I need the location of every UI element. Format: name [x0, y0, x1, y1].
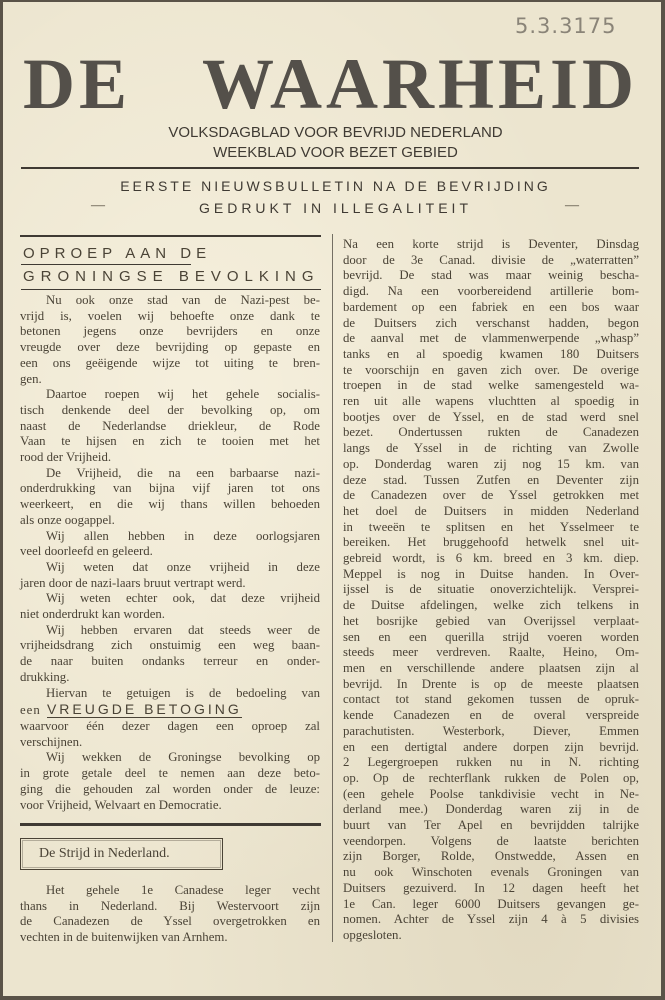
text-line: ren uit alle wapens vluchtten al spoedig in: [343, 394, 639, 409]
text-line: vrijheidsdrang zich onstuimig een weg baan-: [20, 638, 320, 653]
text-line: langs de Yssel in de richting van Zwolle: [343, 441, 639, 456]
text-line: naast de Nederlandse driekleur, de Rode: [20, 418, 320, 433]
text-line: steeds meer verdreven. Raalte, Heino, Om-: [343, 645, 639, 660]
text-line: Wij hebben ervaren dat steeds weer de: [46, 622, 320, 637]
text-line: vrijd is, voelen wij behoefte onze dank te: [20, 308, 320, 323]
text-line: Nu ook onze stad van de Nazi-pest be-: [46, 293, 320, 307]
text-line: thans in Nederland. Bij Westervoort zijn: [20, 898, 320, 913]
event-name: VREUGDE BETOGING: [46, 701, 242, 717]
masthead-title: DE WAARHEID: [23, 44, 638, 124]
text-line: te voorschijn en gaven zich over. De overige: [343, 362, 639, 377]
text-line: zijn Borger, Rolde, Onstwedde, Assen en: [343, 849, 639, 864]
text-line: 2 Legergroepen rukken nu in N. richting: [343, 755, 639, 770]
text-line: bezet. Ondertussen rukten de Canadezen: [343, 425, 639, 440]
text-line: ging die gehouden zal worden onder de leuze:: [20, 781, 320, 796]
divider: [20, 235, 321, 237]
text-line: weerkeert, en die wij thans willen behoeden: [20, 497, 320, 512]
text-line: op. Donderdag waren zij nog 15 km. van: [343, 456, 639, 471]
text-line: onderdrukking van bijna vijf jaren tot ons: [20, 481, 320, 496]
text-line: Duitsers gezuiverd. In 12 dagen heeft het: [343, 880, 639, 895]
text-line: digd. Na een voorbereidend artillerie bom-: [343, 284, 639, 299]
text-line: nu ook Winschoten evenals Groningen van: [343, 865, 639, 880]
text-line: tanks en al spoedig kwamen 180 Duitsers: [343, 346, 639, 361]
text-line: bevrijd. De stad was maar weinig bescha-: [343, 268, 639, 283]
text: een: [20, 703, 41, 717]
text-line: de aanval met de vlammenwerpende „whasp”: [343, 331, 639, 346]
text-line: door de 3e Canad. divisie de „waterratten”: [343, 252, 639, 267]
article-body: [20, 293, 320, 701]
text-line: gebreid wordt, is 6 km. breed en 3 km. diep.: [343, 551, 639, 566]
text-line: buurt van Ter Apel en bevrijdden talrijke: [343, 818, 639, 833]
text-line: derland mee.) Donderdag waren zij in de: [343, 802, 639, 817]
text-line: veendorpen. Volgens de laatste berichten: [343, 833, 639, 848]
text-line: men en verschillende andere plaatsen zijn al: [343, 660, 639, 675]
text-line: als onze oogappel.: [20, 512, 115, 527]
text-line: de Canadezen de Yssel overgetrokken en: [20, 914, 320, 929]
text-line: tisch denkende deel der bevolking op, om: [20, 402, 320, 417]
text-line: 1e Can. leger 6000 Duitsers gevangen ge-: [343, 896, 639, 911]
text-line: deze stad. Tussen Zutfen en Deventer zijn: [343, 472, 639, 487]
text-line: drukking.: [20, 669, 70, 684]
text-line: gen.: [20, 371, 42, 386]
text-line: Meppel is nog in Duitse handen. In Over-: [343, 566, 639, 581]
column-divider: [332, 234, 333, 942]
dash: —: [91, 198, 105, 213]
bulletin-line: EERSTE NIEUWSBULLETIN NA DE BEVRIJDING: [120, 178, 551, 194]
text-line: parachutisten. Westerbork, Diever, Emmen: [343, 723, 639, 738]
text-line: in tweeën te splitsen en het Ysselmeer te: [343, 519, 639, 534]
text-line: Daartoe roepen wij het gehele socialis-: [46, 387, 320, 402]
handwritten-archive-number: 5.3.3175: [515, 14, 617, 38]
text-line: kende Canadezen en de overal verspreide: [343, 708, 639, 723]
text-line: vreugde over deze bevrijding op gepaste en: [20, 340, 320, 355]
text-line: Wij wekken de Groningse bevolking op: [46, 750, 320, 765]
text-line: sen en een querilla strijd voeren worden: [343, 629, 639, 644]
text-line: bardement op een fabriek en een bos waar: [343, 299, 639, 314]
text-line: Het gehele 1e Canadese leger vecht: [46, 883, 320, 897]
text-line: in grote getale deel te nemen aan deze beto-: [20, 766, 320, 781]
text-line: rood der Vrijheid.: [20, 450, 112, 465]
masthead-subtitle: VOLKSDAGBLAD VOOR BEVRIJD NEDERLAND: [168, 124, 503, 141]
text-line: en een dertigtal andere dorpen zijn bevrijd.: [343, 739, 639, 754]
text-line: voor Vrijheid, Welvaart en Democratie.: [20, 797, 222, 812]
text-line: bootjes over de Yssel, en de stad werd snel: [343, 409, 639, 424]
text-line: opgesloten.: [343, 927, 402, 942]
text-line: Hiervan te getuigen is de bedoeling van: [46, 685, 320, 700]
text-line: waarvoor één dezer dagen een oproep zal: [20, 719, 320, 733]
text-line: Wij weten echter ook, dat deze vrijheid: [46, 591, 320, 606]
text-line: De Vrijheid, die na een barbaarse nazi-: [46, 465, 320, 480]
text-line: een ons geëigende wijze tot uiting te bren-: [20, 355, 320, 370]
text-line: Wij weten dat onze vrijheid in deze: [46, 559, 320, 574]
text-line: Vaan te hijsen en zich te tooien met het: [20, 434, 320, 449]
masthead-subtitle: WEEKBLAD VOOR BEZET GEBIED: [213, 144, 458, 161]
text-line: troepen in de stad welke samengesteld wa-: [343, 378, 639, 393]
text-line: het doel de Duitsers in midden Nederland: [343, 503, 639, 518]
text-line: veel doorleefd en geleerd.: [20, 544, 153, 559]
dash: —: [565, 198, 579, 213]
text-line: bevrijd. In Drente is op de meeste plaatsen: [343, 676, 639, 691]
divider: [21, 167, 639, 169]
section-title: De Strijd in Nederland.: [39, 846, 170, 861]
text-line: bereiken. Het bruggehoofd hetwelk snel uit-: [343, 535, 639, 550]
bulletin-line: GEDRUKT IN ILLEGALITEIT: [198, 200, 472, 216]
text-line: vechten in de buitenwijken van Arnhem.: [20, 930, 228, 945]
text-line: de naar buiten ondanks terreur en onder-: [20, 654, 320, 669]
text-line: jaren door de nazi-laars bruut vertrapt werd.: [20, 575, 246, 590]
text-line: verschijnen.: [20, 734, 83, 749]
article-body: [20, 883, 320, 946]
text-line: Na een korte strijd is Deventer, Dinsdag: [343, 237, 639, 251]
newspaper-page: [3, 2, 661, 996]
divider: [21, 264, 191, 265]
text-line: de Duitsers zich verschanst hadden, begon: [343, 315, 639, 330]
divider: [20, 823, 321, 826]
divider: [21, 289, 321, 290]
text-line: het bosrijke gebied van Overijssel verplaat-: [343, 613, 639, 628]
text-line: betonen jegens onze bevrijders en onze: [20, 324, 320, 339]
text-line: nomen. Achter de Yssel zijn 4 à 5 divisies: [343, 912, 639, 927]
section-box: [20, 838, 223, 870]
event-line: [20, 702, 320, 719]
text-line: op. Op de rechterflank rukken de Polen op,: [343, 770, 639, 785]
article-body: [20, 719, 320, 813]
text-line: (een gehele Poolse tankdivisie vecht in Ne-: [343, 786, 639, 801]
text-line: de Duitse afdelingen, welke zich telkens in: [343, 598, 639, 613]
article-body: [343, 237, 639, 944]
article-heading: OPROEP AAN DE: [23, 245, 212, 262]
text-line: niet onderdrukt kan worden.: [20, 607, 165, 622]
text-line: Wij allen hebben in deze oorlogsjaren: [46, 528, 320, 543]
text-line: de Canadezen over de Yssel getrokken met: [343, 488, 639, 503]
article-heading: GRONINGSE BEVOLKING: [23, 268, 320, 285]
text-line: contact tot stand gekomen tussen de opruk-: [343, 692, 639, 707]
text-line: ijssel is de situatie onoverzichtelijk. Versprei-: [343, 582, 639, 597]
